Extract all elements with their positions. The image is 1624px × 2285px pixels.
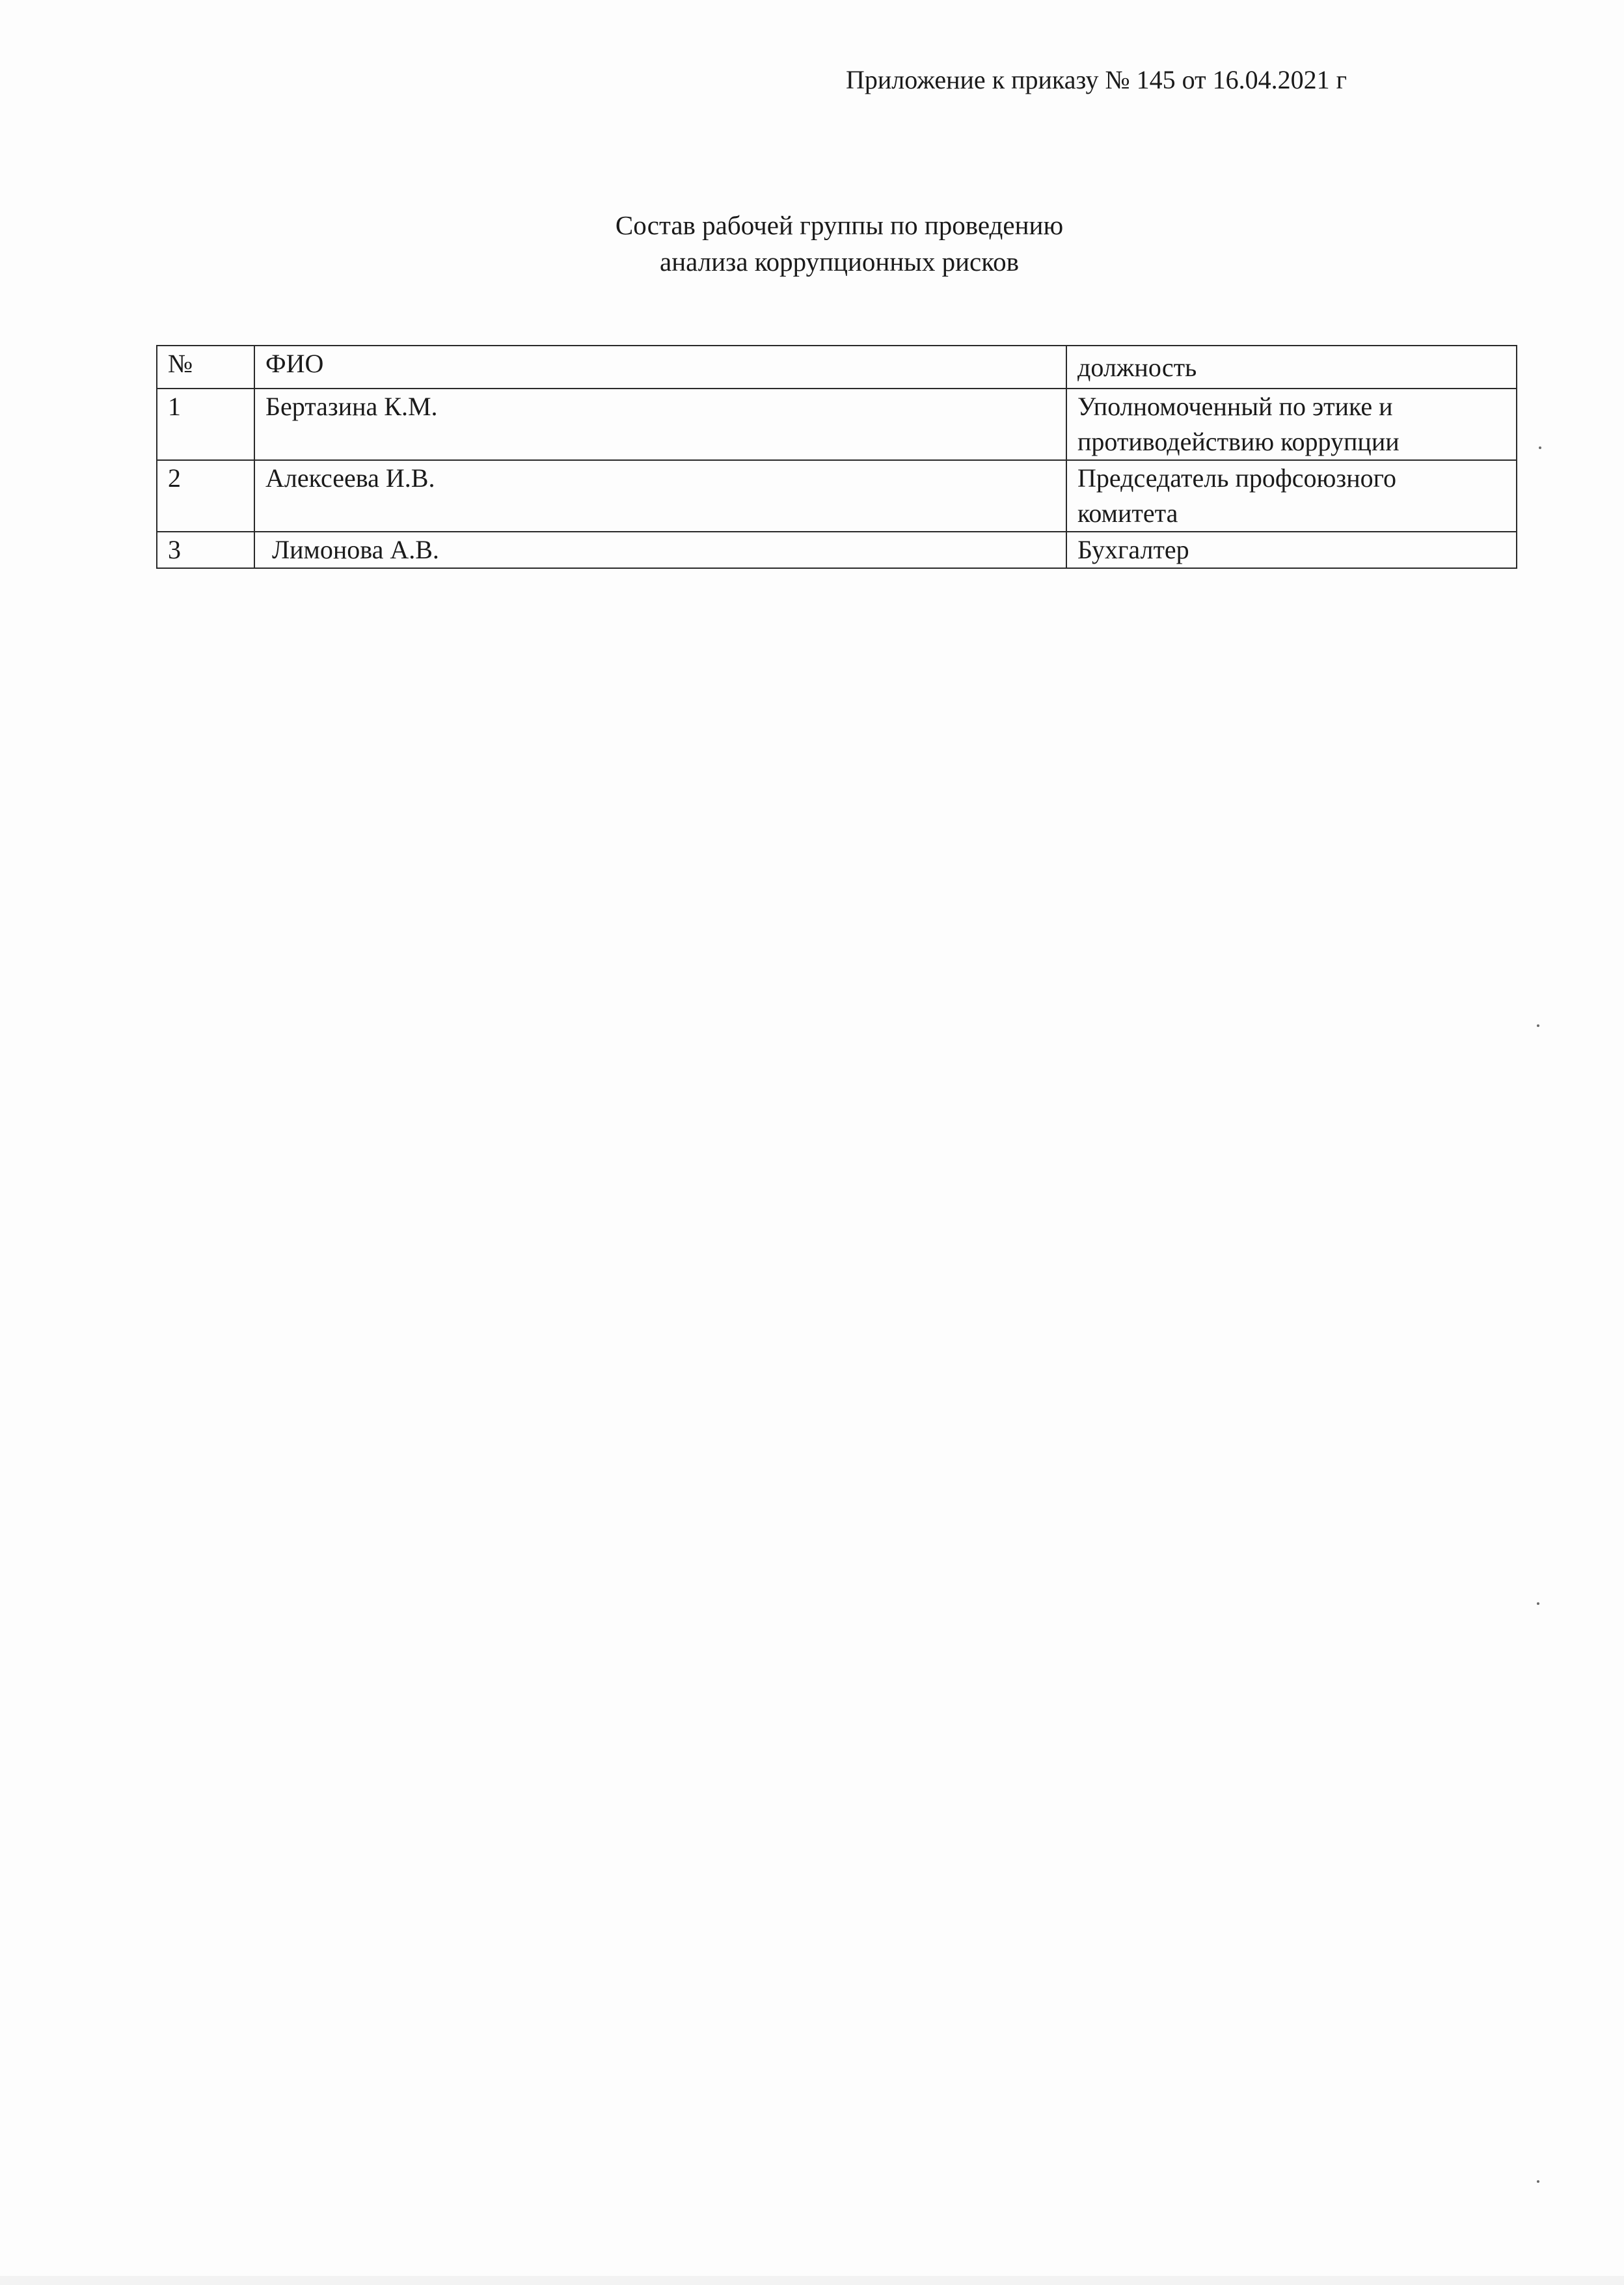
row-num: 1 bbox=[157, 389, 254, 460]
position-line: комитета bbox=[1077, 499, 1178, 528]
row-position: Бухгалтер bbox=[1066, 532, 1517, 568]
working-group-table bbox=[156, 345, 1517, 569]
scan-speck bbox=[1537, 1602, 1539, 1605]
row-fio: Алексеева И.В. bbox=[254, 460, 1066, 532]
row-fio: Лимонова А.В. bbox=[254, 532, 1066, 568]
position-line: Председатель профсоюзного bbox=[1077, 463, 1397, 493]
row-position bbox=[1066, 460, 1517, 532]
row-fio: Бертазина К.М. bbox=[254, 389, 1066, 460]
position-line: Уполномоченный по этике и bbox=[1077, 392, 1393, 421]
document-title bbox=[390, 207, 1288, 280]
row-num: 3 bbox=[157, 532, 254, 568]
scan-edge bbox=[0, 2276, 1624, 2285]
title-line-2: анализа коррупционных рисков bbox=[660, 247, 1019, 277]
title-line-1: Состав рабочей группы по проведению bbox=[615, 210, 1064, 240]
position-line: противодействию коррупции bbox=[1077, 427, 1400, 456]
table-row bbox=[157, 532, 1517, 568]
header-num: № bbox=[157, 346, 254, 389]
table-row bbox=[157, 460, 1517, 532]
header-position: должность bbox=[1066, 346, 1517, 389]
row-position bbox=[1066, 389, 1517, 460]
row-num: 2 bbox=[157, 460, 254, 532]
scan-speck bbox=[1537, 2180, 1539, 2183]
scan-speck bbox=[1537, 1024, 1539, 1027]
scan-speck bbox=[1539, 446, 1541, 449]
table-header-row bbox=[157, 346, 1517, 389]
table-row bbox=[157, 389, 1517, 460]
appendix-note: Приложение к приказу № 145 от 16.04.2021 г bbox=[846, 65, 1347, 94]
header-fio: ФИО bbox=[254, 346, 1066, 389]
